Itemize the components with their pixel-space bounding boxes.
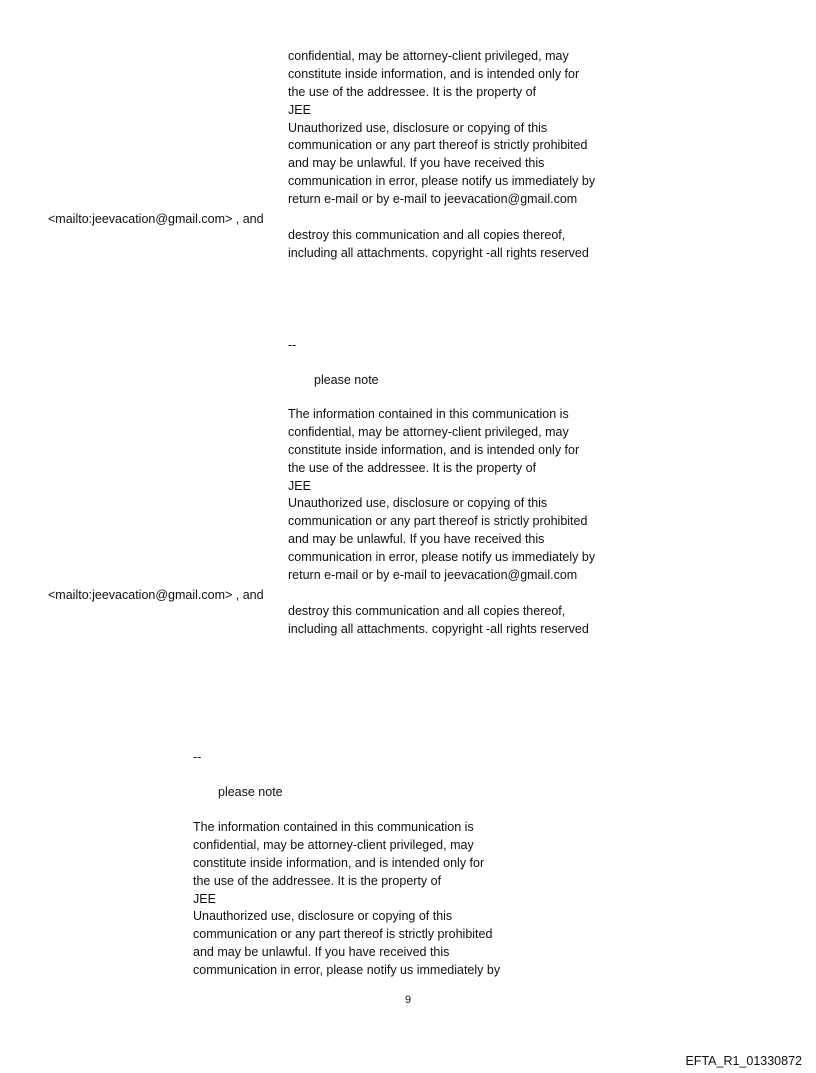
text-line: communication in error, please notify us immediately by [193, 963, 501, 978]
block2-disclaimer-bottom [288, 603, 589, 639]
text-line: return e-mail or by e-mail to jeevacation@gmail.com [288, 568, 578, 583]
please-note-heading: please note [314, 373, 379, 387]
block3-disclaimer [193, 819, 500, 980]
text-line: communication in error, please notify us immediately by [288, 550, 596, 565]
text-line: the use of the addressee. It is the property of [288, 460, 537, 475]
text-line: confidential, may be attorney-client privileged, may [288, 424, 569, 439]
text-line: constitute inside information, and is intended only for [288, 442, 580, 457]
document-id: EFTA_R1_01330872 [685, 1054, 802, 1068]
please-note-heading: please note [218, 785, 283, 799]
text-line: The information contained in this communication is [193, 820, 474, 834]
text-line: the use of the addressee. It is the property of [288, 84, 537, 99]
text-line: destroy this communication and all copies thereof, [288, 604, 566, 618]
text-line: including all attachments. copyright -all rights reserved [288, 621, 589, 636]
text-line: and may be unlawful. If you have received this [193, 945, 450, 960]
separator: -- [288, 338, 297, 352]
text-line: constitute inside information, and is intended only for [193, 855, 485, 870]
separator: -- [193, 750, 202, 764]
text-line: communication or any part thereof is strictly prohibited [193, 927, 493, 942]
page-number: 9 [404, 994, 412, 1006]
text-line: the use of the addressee. It is the property of [193, 873, 442, 888]
text-line: constitute inside information, and is intended only for [288, 66, 580, 81]
text-line: communication or any part thereof is strictly prohibited [288, 514, 588, 529]
text-line: Unauthorized use, disclosure or copying of this [193, 909, 453, 924]
text-line: Unauthorized use, disclosure or copying of this [288, 496, 548, 511]
text-line: confidential, may be attorney-client privileged, may [288, 49, 569, 63]
text-line: Unauthorized use, disclosure or copying of this [288, 120, 548, 135]
text-line: communication or any part thereof is strictly prohibited [288, 138, 588, 153]
text-line: communication in error, please notify us immediately by [288, 174, 596, 189]
block1-disclaimer-top [288, 48, 595, 209]
text-line: JEE [193, 891, 216, 906]
mailto-link[interactable]: <mailto:jeevacation@gmail.com> , and [48, 588, 264, 602]
text-line: JEE [288, 102, 311, 117]
mailto-link[interactable]: <mailto:jeevacation@gmail.com> , and [48, 212, 264, 226]
text-line: confidential, may be attorney-client privileged, may [193, 837, 474, 852]
text-line: and may be unlawful. If you have received this [288, 156, 545, 171]
block2-disclaimer-top [288, 406, 595, 585]
text-line: JEE [288, 478, 311, 493]
text-line: destroy this communication and all copies thereof, [288, 228, 566, 242]
text-line: including all attachments. copyright -all rights reserved [288, 245, 589, 260]
text-line: return e-mail or by e-mail to jeevacation@gmail.com [288, 192, 578, 207]
block1-disclaimer-bottom [288, 227, 589, 263]
text-line: and may be unlawful. If you have received this [288, 532, 545, 547]
text-line: The information contained in this communication is [288, 407, 569, 421]
